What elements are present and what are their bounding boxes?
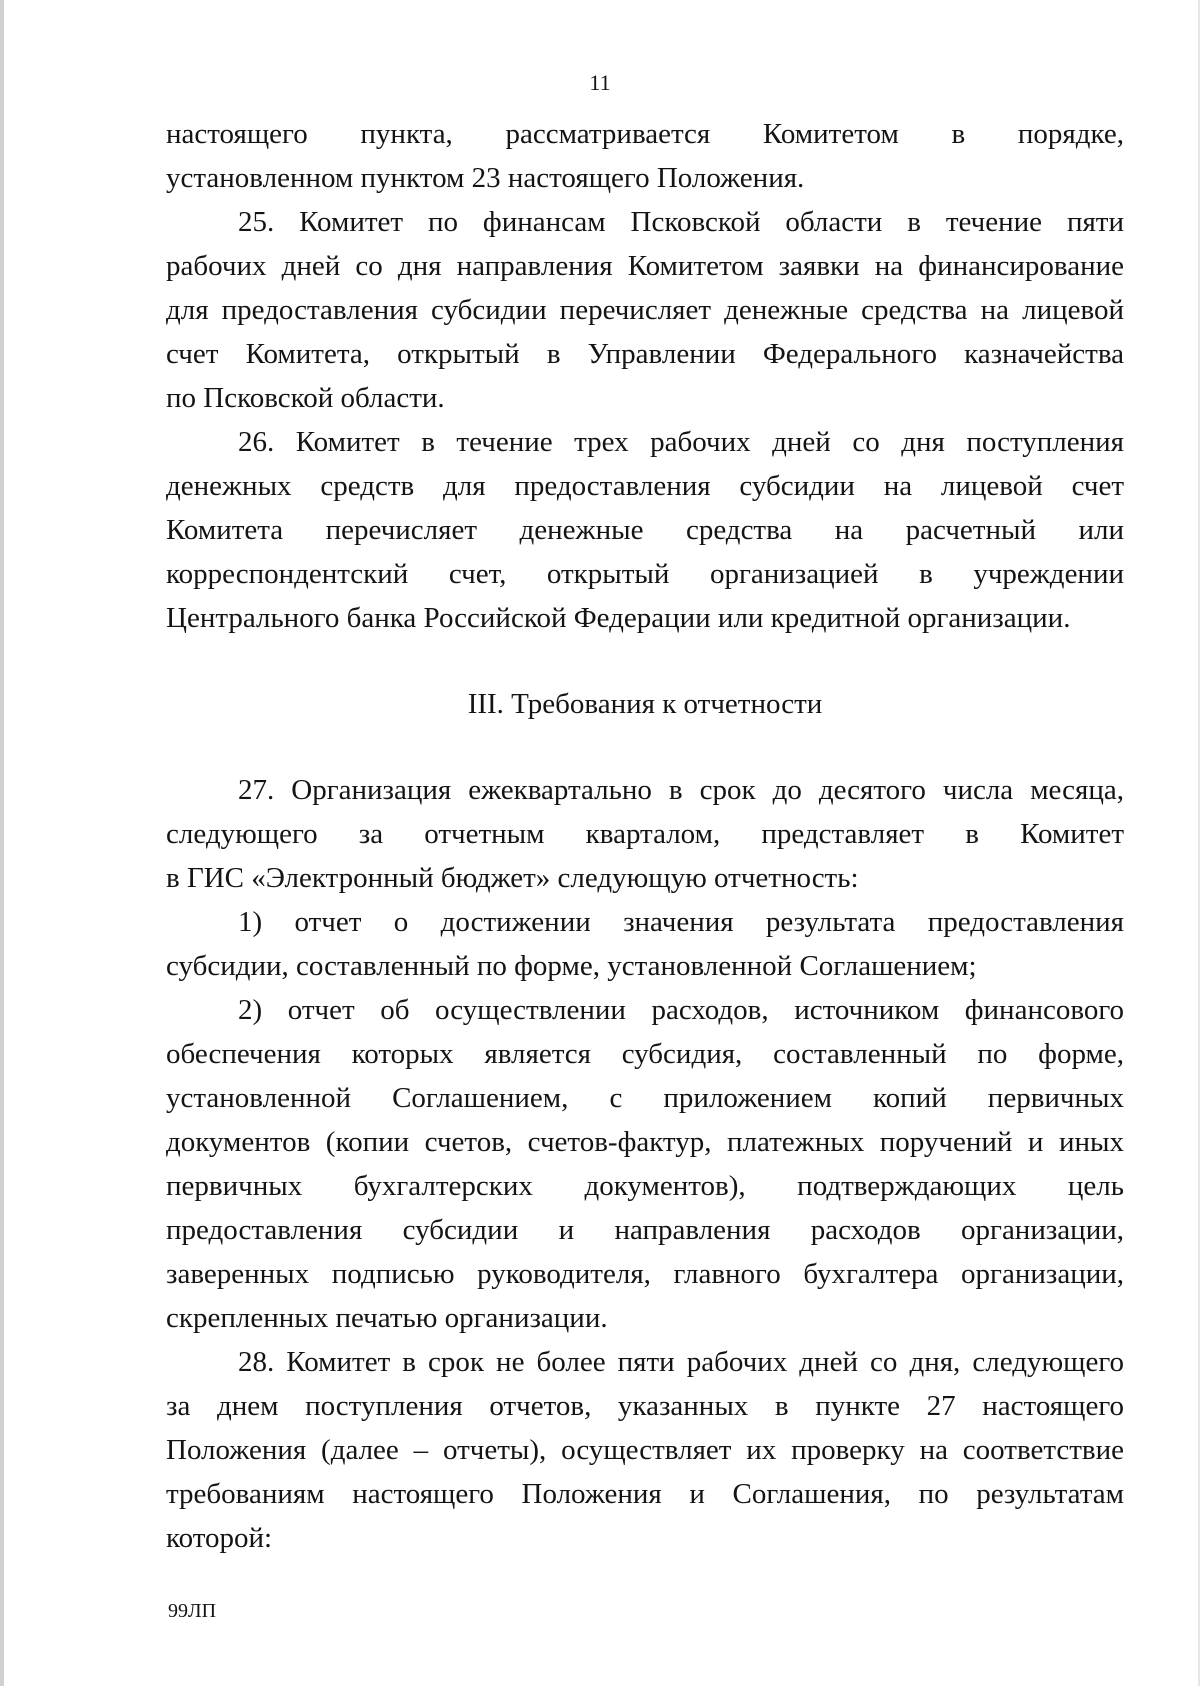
text-line: установленном пунктом 23 настоящего Положения. bbox=[166, 162, 805, 194]
paragraph-p27 bbox=[166, 768, 1124, 900]
text-line: заверенных подписью руководителя, главного бухгалтера организации, bbox=[166, 1258, 1124, 1290]
text-line: денежных средств для предоставления субсидии на лицевой счет bbox=[166, 470, 1124, 502]
text-line: 27. Организация ежеквартально в срок до десятого числа месяца, bbox=[238, 774, 1124, 806]
paragraph-p26 bbox=[166, 420, 1124, 640]
text-line: требованиям настоящего Положения и Соглашения, по результатам bbox=[166, 1478, 1124, 1510]
text-line: 1) отчет о достижении значения результата предоставления bbox=[238, 906, 1124, 938]
text-line: рабочих дней со дня направления Комитетом заявки на финансирование bbox=[166, 250, 1124, 282]
text-line: предоставления субсидии и направления расходов организации, bbox=[166, 1214, 1124, 1246]
text-line: Центрального банка Российской Федерации или кредитной организации. bbox=[166, 602, 1071, 634]
text-line: обеспечения которых является субсидия, составленный по форме, bbox=[166, 1038, 1124, 1070]
paragraphs-before-heading bbox=[166, 112, 1124, 640]
document-body bbox=[166, 112, 1124, 1560]
text-line: для предоставления субсидии перечисляет денежные средства на лицевой bbox=[166, 294, 1124, 326]
text-line: счет Комитета, открытый в Управлении Федерального казначейства bbox=[166, 338, 1124, 370]
footer-document-code: 99ЛП bbox=[168, 1600, 217, 1622]
paragraph-p25 bbox=[166, 200, 1124, 420]
text-line: субсидии, составленный по форме, установленной Соглашением; bbox=[166, 950, 977, 982]
text-line: следующего за отчетным кварталом, представляет в Комитет bbox=[166, 818, 1124, 850]
text-line: в ГИС «Электронный бюджет» следующую отчетность: bbox=[166, 862, 859, 894]
text-line: установленной Соглашением, с приложением копий первичных bbox=[166, 1082, 1124, 1114]
text-line: 26. Комитет в течение трех рабочих дней со дня поступления bbox=[238, 426, 1124, 458]
paragraph-p27-1 bbox=[166, 900, 1124, 988]
text-line: Положения (далее – отчеты), осуществляет их проверку на соответствие bbox=[166, 1434, 1124, 1466]
text-line: корреспондентский счет, открытый организацией в учреждении bbox=[166, 558, 1124, 590]
scan-edge-left bbox=[0, 0, 4, 1686]
paragraphs-after-heading bbox=[166, 768, 1124, 1560]
text-line: настоящего пункта, рассматривается Комитетом в порядке, bbox=[166, 118, 1124, 150]
text-line: за днем поступления отчетов, указанных в пункте 27 настоящего bbox=[166, 1390, 1124, 1422]
paragraph-p28 bbox=[166, 1340, 1124, 1560]
text-line: документов (копии счетов, счетов-фактур, платежных поручений и иных bbox=[166, 1126, 1124, 1158]
text-line: которой: bbox=[166, 1522, 273, 1554]
text-line: 28. Комитет в срок не более пяти рабочих дней со дня, следующего bbox=[238, 1346, 1124, 1378]
paragraph-p27-2 bbox=[166, 988, 1124, 1340]
text-line: 2) отчет об осуществлении расходов, источником финансового bbox=[238, 994, 1124, 1026]
text-line: Комитета перечисляет денежные средства на расчетный или bbox=[166, 514, 1124, 546]
text-line: по Псковской области. bbox=[166, 382, 445, 414]
paragraph-p24-cont bbox=[166, 112, 1124, 200]
page-number: 11 bbox=[589, 70, 611, 95]
text-line: скрепленных печатью организации. bbox=[166, 1302, 608, 1334]
text-line: 25. Комитет по финансам Псковской области в течение пяти bbox=[238, 206, 1124, 238]
text-line: первичных бухгалтерских документов), подтверждающих цель bbox=[166, 1170, 1124, 1202]
section-heading: III. Требования к отчетности bbox=[467, 688, 823, 720]
